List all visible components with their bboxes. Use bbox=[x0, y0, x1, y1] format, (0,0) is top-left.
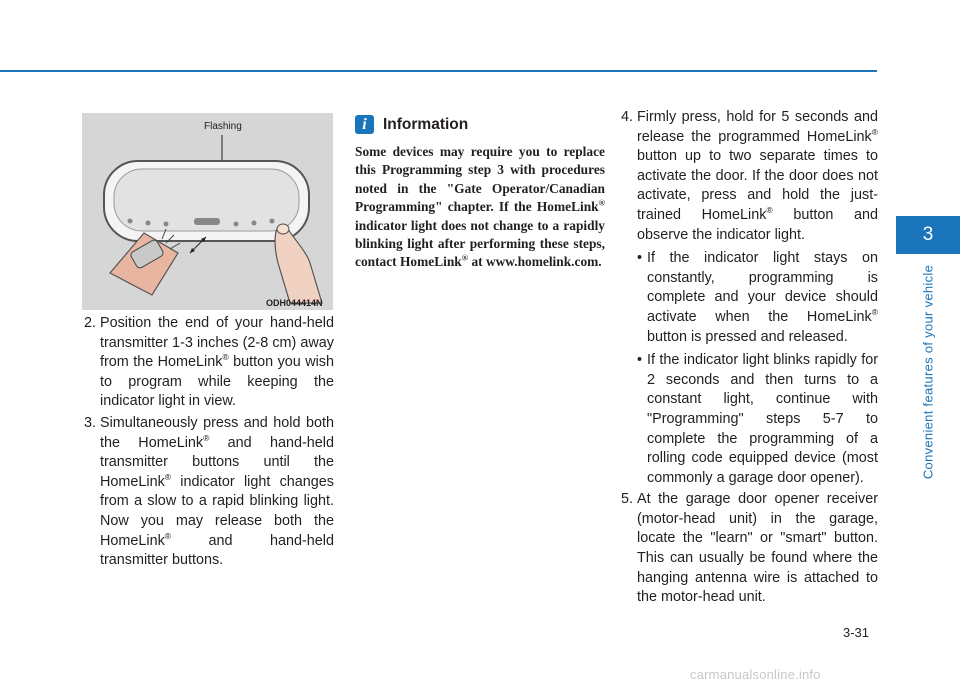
chapter-number: 3 bbox=[922, 224, 934, 245]
page-number: 3-31 bbox=[843, 625, 870, 640]
rearview-mirror-illustration bbox=[82, 113, 333, 310]
figure-code: ODH044414N bbox=[266, 298, 323, 308]
information-body: Some devices may require you to replace this Programming step 3 with procedures noted in the "Gate Operator/Canadian Programming" chapter. If the HomeLink® indicator light does not change to a rapidly blinking light after performing these steps, contact HomeLink® at www.homelink.com. bbox=[355, 144, 605, 270]
header-rule bbox=[0, 70, 877, 72]
step-4-bullet-constant: • If the indicator light stays on constantly, programming is complete and your device should activate when the HomeLink® button is pressed and released. bbox=[637, 250, 878, 345]
information-header bbox=[355, 113, 605, 139]
step-5: 5. At the garage door opener receiver (motor-head unit) in the garage, locate the "learn" or "smart" button. This can usually be found where the hanging antenna wire is attached to the motor-head unit. bbox=[621, 491, 878, 606]
step-3: 3. Simultaneously press and hold both the HomeLink® and hand-held transmitter buttons until the HomeLink® indicator light changes from a slow to a rapid blinking light. Now you may release both the HomeLink® and hand-held transmitter buttons. bbox=[84, 414, 334, 569]
information-note bbox=[355, 113, 605, 272]
info-icon: i bbox=[355, 115, 374, 134]
step-4-bullet-rapid: • If the indicator light blinks rapidly for 2 seconds and then turns to a constant light, continue with "Programming" steps 5-7 to complete the programming of a rolling code equipped device (most commonly a garage door opener). bbox=[637, 352, 878, 486]
mirror-drawing bbox=[82, 113, 333, 310]
watermark: carmanualsonline.info bbox=[690, 667, 821, 682]
chapter-tab bbox=[896, 216, 960, 254]
steps-column-left bbox=[84, 314, 334, 571]
steps-column-right bbox=[621, 108, 878, 608]
step-2: 2. Position the end of your hand-held transmitter 1-3 inches (2-8 cm) away from the HomeLink® button you wish to program while keeping the indicator light in view. bbox=[84, 315, 334, 410]
information-title: Information bbox=[383, 116, 469, 133]
step-4: 4. Firmly press, hold for 5 seconds and release the programmed HomeLink® button up to two separate times to activate the door. If the door does not activate, press and hold the just-trained HomeLink® button and observe the indicator light. bbox=[621, 109, 878, 243]
chapter-title: Convenient features of your vehicle bbox=[920, 264, 936, 480]
flashing-label: Flashing bbox=[204, 121, 242, 132]
